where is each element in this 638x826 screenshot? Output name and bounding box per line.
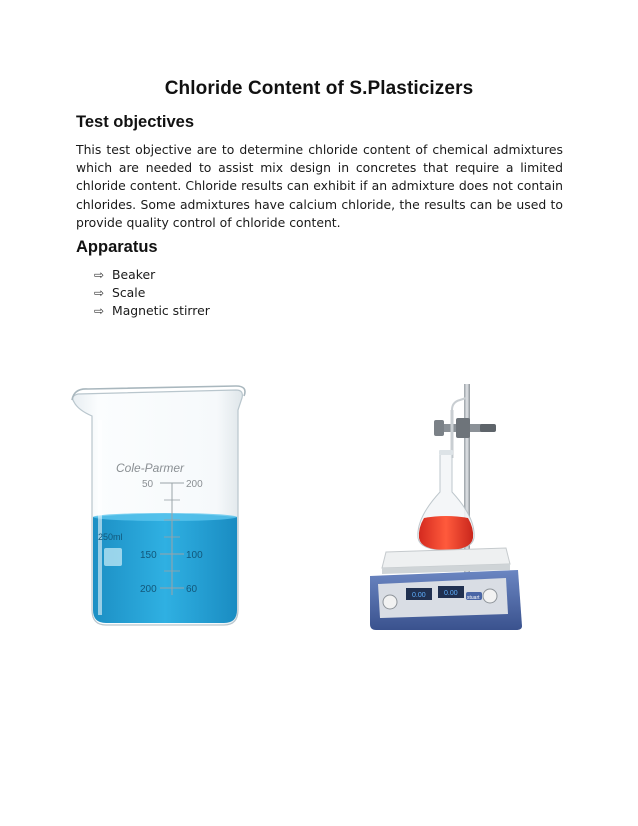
- arrow-right-outline-icon: ⇨: [94, 286, 105, 300]
- beaker-mark-right: 200: [186, 479, 203, 490]
- list-item-label: Beaker: [112, 267, 156, 282]
- beaker-illustration: [64, 380, 254, 630]
- section-heading-apparatus: Apparatus: [76, 238, 158, 256]
- section-heading-test-objectives: Test objectives: [76, 113, 194, 131]
- list-item: [94, 284, 210, 302]
- beaker-mark-right: 60: [186, 584, 198, 595]
- stirrer-brand-label: stuart: [467, 595, 480, 601]
- svg-text:0.00: 0.00: [412, 592, 426, 599]
- beaker-mark-right: 100: [186, 550, 203, 561]
- page-title: Chloride Content of S.Plasticizers: [164, 78, 474, 99]
- magnetic-stirrer-illustration: [356, 380, 526, 632]
- beaker-image: [64, 380, 254, 630]
- beaker-mark-left: 200: [140, 584, 157, 595]
- beaker-mark-left: 150: [140, 550, 157, 561]
- list-item: [94, 266, 210, 284]
- magnetic-stirrer-image: [356, 380, 526, 632]
- objectives-paragraph: This test objective are to determine chloride content of chemical admixtures which are needed to assist mix design in concretes that require a limited chloride content. Chloride results can exhibit if an admixture does not contain chlorides. Some admixtures have calcium chloride, the results can be used to provide quality control of chloride content.: [76, 142, 563, 230]
- control-knob: [383, 595, 397, 609]
- flask-liquid: [419, 516, 473, 550]
- svg-text:0.00: 0.00: [444, 590, 458, 597]
- apparatus-list: [94, 266, 210, 320]
- beaker-brand-label: Cole-Parmer: [116, 461, 185, 475]
- beaker-liquid: [93, 514, 237, 624]
- beaker-capacity-label: 250ml: [98, 532, 123, 542]
- list-item: [94, 302, 210, 320]
- control-knob: [483, 589, 497, 603]
- arrow-right-outline-icon: ⇨: [94, 304, 105, 318]
- arrow-right-outline-icon: ⇨: [94, 268, 105, 282]
- beaker-mark-left: 50: [142, 479, 154, 490]
- list-item-label: Magnetic stirrer: [112, 303, 210, 318]
- list-item-label: Scale: [112, 285, 146, 300]
